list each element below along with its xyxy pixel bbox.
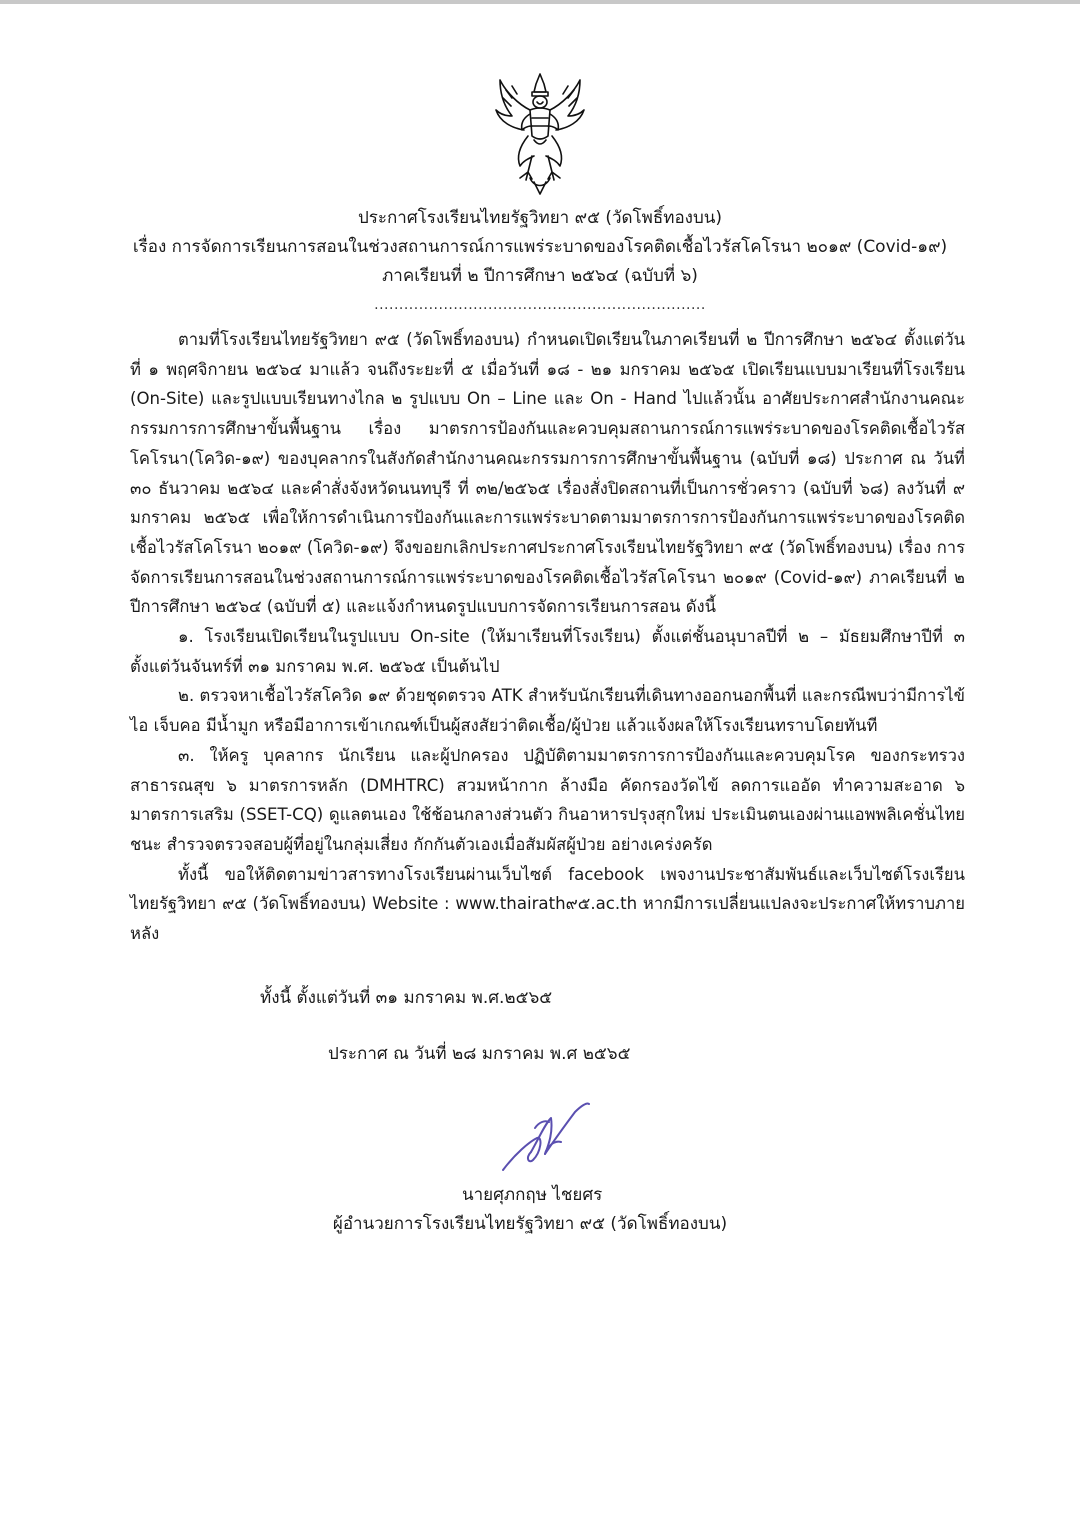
school-title: ประกาศโรงเรียนไทยรัฐวิทยา ๙๕ (วัดโพธิ์ทองบน) <box>357 208 723 228</box>
document-header <box>100 204 980 291</box>
signer-title: ผู้อำนวยการโรงเรียนไทยรัฐวิทยา ๙๕ (วัดโพธิ์ทองบน) <box>332 1214 728 1234</box>
subject-line: เรื่อง การจัดการเรียนการสอนในช่วงสถานการณ์การแพร่ระบาดของโรคติดเชื้อไวรัสโคโรนา ๒๐๑๙ (Covid-๑๙) <box>132 237 948 257</box>
handwritten-signature <box>495 1098 595 1178</box>
signer-name: นายศุภกฤษ ไชยศร <box>462 1185 603 1205</box>
announcement-date: ประกาศ ณ วันที่ ๒๘ มกราคม พ.ศ ๒๕๖๕ <box>328 1044 631 1064</box>
closing-paragraph: ทั้งนี้ ขอให้ติดตามข่าวสารทางโรงเรียนผ่านเว็บไซต์ facebook เพจงานประชาสัมพันธ์และเว็บไซต์โรงเรียนไทยรัฐวิทยา ๙๕ (วัดโพธิ์ทองบน) Website : www.thairath๙๕.ac.th หากมีการเปลี่ยนแปลงจะประกาศให้ทราบภายหลัง <box>130 864 965 944</box>
item-3: ๓. ให้ครู บุคลากร นักเรียน และผู้ปกครอง ปฏิบัติตามมาตรการการป้องกันและควบคุมโรค ของกระทรวงสาธารณสุข ๖ มาตรการหลัก (DMHTRC) สวมหน้ากาก ล้างมือ คัดกรองวัดไข้ ลดการแออัด ทำความสะอาด ๖ มาตรการเสริม (SSET-CQ) ดูแลตนเอง ใช้ช้อนกลางส่วนตัว กินอาหารปรุงสุกใหม่ ประเมินตนเองผ่านแอพพลิเคชั่นไทยชนะ สำรวจตรวจสอบผู้ที่อยู่ในกลุ่มเสี่ยง กักกันตัวเองเมื่อสัมผัสผู้ป่วย อย่างเคร่งครัด <box>130 745 965 854</box>
item-2: ๒. ตรวจหาเชื้อไวรัสโควิด ๑๙ ด้วยชุดตรวจ ATK สำหรับนักเรียนที่เดินทางออกนอกพื้นที่ และกรณีพบว่ามีการไข้ ไอ เจ็บคอ มีน้ำมูก หรือมีอาการเข้าเกณฑ์เป็นผู้สงสัยว่าติดเชื้อ/ผู้ป่วย แล้วแจ้งผลให้โรงเรียนทราบโดยทันที <box>130 686 965 736</box>
intro-paragraph: ตามที่โรงเรียนไทยรัฐวิทยา ๙๕ (วัดโพธิ์ทองบน) กำหนดเปิดเรียนในภาคเรียนที่ ๒ ปีการศึกษา ๒๕๖๔ ตั้งแต่วันที่ ๑ พฤศจิกายน ๒๕๖๔ มาแล้ว จนถึงระยะที่ ๕ เมื่อวันที่ ๑๘ - ๒๑ มกราคม ๒๕๖๕ เปิดเรียนแบบมาเรียนที่โรงเรียน (On-Site) และรูปแบบเรียนทางไกล ๒ รูปแบบ On – Line และ On - Hand ไปแล้วนั้น อาศัยประกาศสำนักงานคณะกรรมการการศึกษาขั้นพื้นฐาน เรื่อง มาตรการป้องกันและควบคุมสถานการณ์การแพร่ระบาดของโรคติดเชื้อไวรัสโคโรนา(โควิด-๑๙) ของบุคลากรในสังกัดสำนักงานคณะกรรมการการศึกษาขั้นพื้นฐาน (ฉบับที่ ๑๘) ประกาศ ณ วันที่ ๓๐ ธันวาคม ๒๕๖๔ และคำสั่งจังหวัดนนทบุรี ที่ ๓๒/๒๕๖๕ เรื่องสั่งปิดสถานที่เป็นการชั่วคราว (ฉบับที่ ๖๘) ลงวันที่ ๙ มกราคม ๒๕๖๕ เพื่อให้การดำเนินการป้องกันและการแพร่ระบาดตามมาตรการการป้องกันการแพร่ระบาดของโรคติดเชื้อไวรัสโคโรนา ๒๐๑๙ (โควิด-๑๙) จึงขอยกเลิกประกาศประกาศโรงเรียนไทยรัฐวิทยา ๙๕ (วัดโพธิ์ทองบน) เรื่อง การจัดการเรียนการสอนในช่วงสถานการณ์การแพร่ระบาดของโรคติดเชื้อไวรัสโคโรนา ๒๐๑๙ (Covid-๑๙) ภาคเรียนที่ ๒ ปีการศึกษา ๒๕๖๔ (ฉบับที่ ๕) และแจ้งกำหนดรูปแบบการจัดการเรียนการสอน ดังนี้ <box>130 330 965 617</box>
top-border <box>0 0 1080 4</box>
separator-dots: ................................................................... <box>374 297 706 313</box>
item-1: ๑. โรงเรียนเปิดเรียนในรูปแบบ On-site (ให้มาเรียนที่โรงเรียน) ตั้งแต่ชั้นอนุบาลปีที่ ๒ – มัธยมศึกษาปีที่ ๓ ตั้งแต่วันจันทร์ที่ ๓๑ มกราคม พ.ศ. ๒๕๖๕ เป็นต้นไป <box>130 627 965 676</box>
announcement-body <box>130 325 965 949</box>
effective-date: ทั้งนี้ ตั้งแต่วันที่ ๓๑ มกราคม พ.ศ.๒๕๖๕ <box>260 988 553 1008</box>
semester-line: ภาคเรียนที่ ๒ ปีการศึกษา ๒๕๖๔ (ฉบับที่ ๖) <box>382 266 698 286</box>
garuda-emblem-icon <box>490 70 590 198</box>
